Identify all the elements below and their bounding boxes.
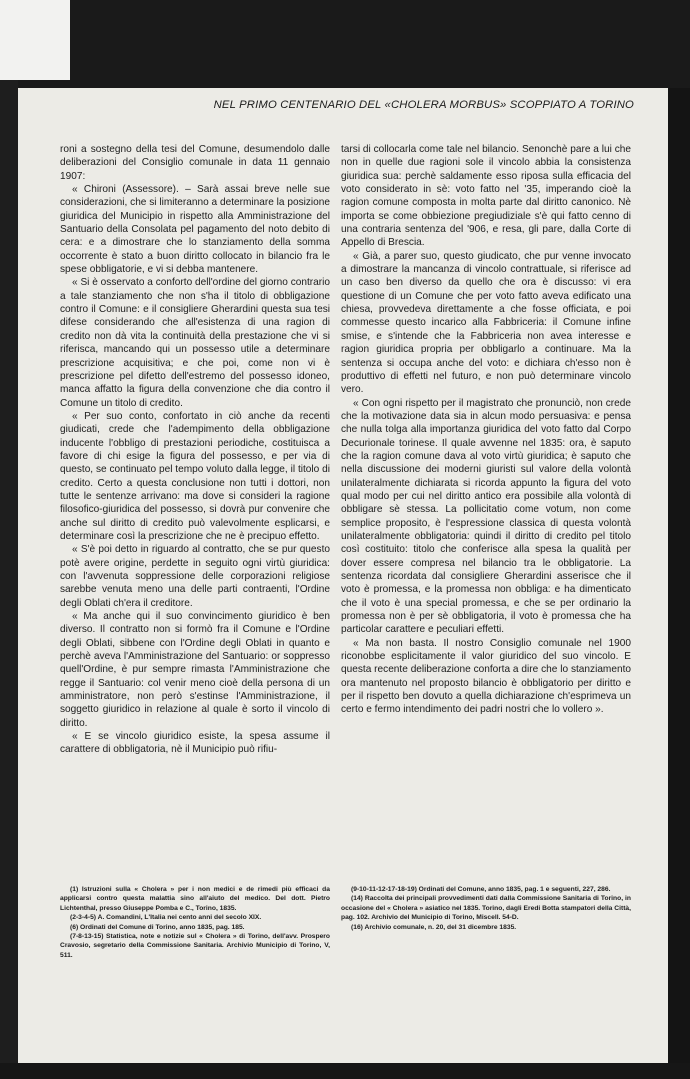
- scan-corner: [0, 0, 70, 80]
- footnotes-left: [60, 885, 330, 960]
- left-text-column: [60, 143, 330, 757]
- scan-right-border: [668, 88, 690, 1079]
- footnote: (2-3-4-5) A. Comandini, L'Italia nei cento anni del secolo XIX.: [70, 914, 262, 922]
- footnote: (6) Ordinati del Comune di Torino, anno 1835, pag. 185.: [70, 923, 245, 931]
- scan-bottom-border: [0, 1063, 690, 1079]
- footnotes-right: [341, 885, 631, 932]
- footnote: (14) Raccolta dei principali provvedimenti dati dalla Commissione Sanitaria di Torino, in occasione del « Cholera » asiatico nel 1835. Torino, dagli Eredi Botta stampatori della Città, pag. 102. Archivio del Municipio di Torino, Miscell. 54-D.: [341, 895, 631, 922]
- document-page: [18, 88, 668, 1063]
- paragraph: « E se vincolo giuridico esiste, la spesa assume il carattere di obbligatoria, nè il Municipio può rifiu-: [60, 731, 330, 756]
- right-text-column: [341, 143, 631, 717]
- paragraph: « Chironi (Assessore). – Sarà assai breve nelle sue considerazioni, che si limiteranno a determinare la posizione giuridica del Municipio in rispetto alla Amministrazione del Santuario della Consolata pel pagamento del noto debito di cera: e a dimostrare che lo stanziamento della somma occorrente è stato a buon diritto collocato in bilancio fra le spese obbligatorie, e vi si debba mantenere.: [60, 184, 330, 276]
- footnote: (7-8-13-15) Statistica, note e notizie sul « Cholera » di Torino, dell'avv. Prospero Cravosio, segretario della Commissione Sanitaria. Archivio Municipio di Torino, V, 511.: [60, 933, 330, 959]
- running-head: NEL PRIMO CENTENARIO DEL «CHOLERA MORBUS» SCOPPIATO A TORINO: [213, 99, 634, 111]
- footnote: (9-10-11-12-17-18-19) Ordinati del Comune, anno 1835, pag. 1 e seguenti, 227, 286.: [351, 886, 611, 893]
- paragraph: « S'è poi detto in riguardo al contratto, che se pur questo potè avere origine, perdette in seguito ogni virtù giuridica: con l'avvenuta soppressione delle corporazioni religiose sarebbe venuta meno una delle parti contraenti, l'Ordine degli Oblati ch'era il creditore.: [60, 544, 330, 609]
- paragraph: « Ma non basta. Il nostro Consiglio comunale nel 1900 riconobbe esplicitamente il valor giuridico del suo vincolo. E questa recente deliberazione conforta a dire che lo stanziamento ora mantenuto nel proposto bilancio è obbligatorio per diritto e per il rispetto ben dovuto a quella dichiarazione ch'esprimeva un certo e fermo intendimento dei padri nostri che lo vollero ».: [341, 637, 631, 716]
- paragraph: tarsi di collocarla come tale nel bilancio. Senonchè pare a lui che non in quelle due ragioni sole il vincolo abbia la consistenza giuridica sua: perchè saldamente esso riposa sulla efficacia del voto considerato in sè: voto fatto nel '35, imperando cioè la ragion comune composta in molta parte dal diritto canonico. Nè importa se come obbiezione pregiudiziale s'è qui fatto cenno di una contraria sentenza del '906, e resa, gli pare, dalla Corte di Appello di Brescia.: [341, 144, 631, 249]
- scan-left-border: [0, 80, 18, 1079]
- paragraph: « Si è osservato a conforto dell'ordine del giorno contrario a tale stanziamento che non s'ha il titolo di obbligazione contro il Comune: e il consigliere Gherardini questa sua tesi difese considerando che all'esistenza di una ragion di credito non dà vita la continuità della prestazione che vi si riferisca, mancando qui un possesso utile a determinare prescrizione acquisitiva; e che poi, come non vi è prescrizione pel difetto dell'estremo del possesso idoneo, manca affatto la figura della convenzione che dia contro il Comune un titolo di credito.: [60, 277, 330, 409]
- paragraph: « Ma anche qui il suo convincimento giuridico è ben diverso. Il contratto non si formò fra il Comune e l'Ordine degli Oblati, sibbene con l'Ordine degli Oblati in quanto e perchè aveva l'Amministrazione del Santuario: or soppresso quell'Ordine, è pur sempre rimasta l'Amministrazione che regge il Santuario: col venir meno cioè della persona di un amministratore, non però s'estinse l'Amministrazione, il soggetto giuridico in relazione al quale è sorto il vincolo di diritto.: [60, 611, 330, 729]
- footnote: (16) Archivio comunale, n. 20, del 31 dicembre 1835.: [351, 923, 517, 931]
- paragraph: « Per suo conto, confortato in ciò anche da recenti giudicati, crede che l'adempimento della obbligazione inducente l'obbligo di prestazioni periodiche, costituisca a favore di chi esige la figura del possesso, e per via di questo, se continuato pel tempo voluto dalla legge, il titolo di credito. Certo a questa conclusione non tutti i dottori, non tutte le sentenze arrivano: ma dove si consideri la ragione filosofico-giuridica del possesso, si dovrà pur convenire che anche sul diritto di credito può valevolmente esplicarsi, e determinare così la prescrizione che ne è precipuo effetto.: [60, 410, 330, 542]
- paragraph: « Già, a parer suo, questo giudicato, che pur venne invocato a dimostrare la mancanza di vincolo contrattuale, si riferisce ad un caso ben diverso da quello che ora è discusso: vi era questione di un Comune che per voto fatto aveva edificato una chiesa, provvedeva direttamente a che fosse officiata, e poi commesse questo incarico alla Fabbriceria: il Comune infine smise, e s'intende che la Fabbriceria non avea interesse e ragion giuridica propria per obbligarlo a continuare. Ma la sentenza si occupa anche del voto: e dichiara ch'esso non è produttivo di effetti nel futuro, e non può determinare vincolo vero.: [341, 250, 631, 396]
- scan-top-border: [0, 0, 690, 88]
- paragraph: « Con ogni rispetto per il magistrato che pronunciò, non crede che la motivazione data sia in alcun modo persuasiva: e pensa che nulla tolga alla importanza giuridica del voto fatto dal Corpo Decurionale torinese. Il quale avvenne nel 1835: ora, è saputo che la ragion comune dava al voto virtù giuridica; è saputo che nella discussione dei moderni giuristi sul valore della volontà unilateralmente dichiarata si ricorda appunto la figura del voto qual modo per cui nel diritto antico era possibile alla volontà di obbligare sè stessa. La pollicitatio come votum, non come semplice proposito, è l'espressione classica di questa volontà unilateralmente obbligatoria: quindi il diritto di credito pel titolo così costituito: titolo che conferisce alla spesa la qualità per dover essere compresa nel bilancio tra le obbligatorie. La sentenza ricordata dal consigliere Gherardini asserisce che il voto è promessa, e la promessa non obbliga: e ha dimenticato che il voto è una special promessa, e che se per ordinario la promessa non è per sè obbligatoria, il voto è promessa che ha particolar carattere e peculiari effetti.: [341, 397, 631, 636]
- paragraph: roni a sostegno della tesi del Comune, desumendolo dalle deliberazioni del Consiglio comunale in data 11 gennaio 1907:: [60, 144, 330, 182]
- footnote: (1) Istruzioni sulla « Cholera » per i non medici e de rimedi più efficaci da applicarsi contro questa malattia sino all'aiuto del medico. Del dott. Pietro Lichtenthal, presso Giuseppe Pomba e C., Torino, 1835.: [60, 886, 330, 912]
